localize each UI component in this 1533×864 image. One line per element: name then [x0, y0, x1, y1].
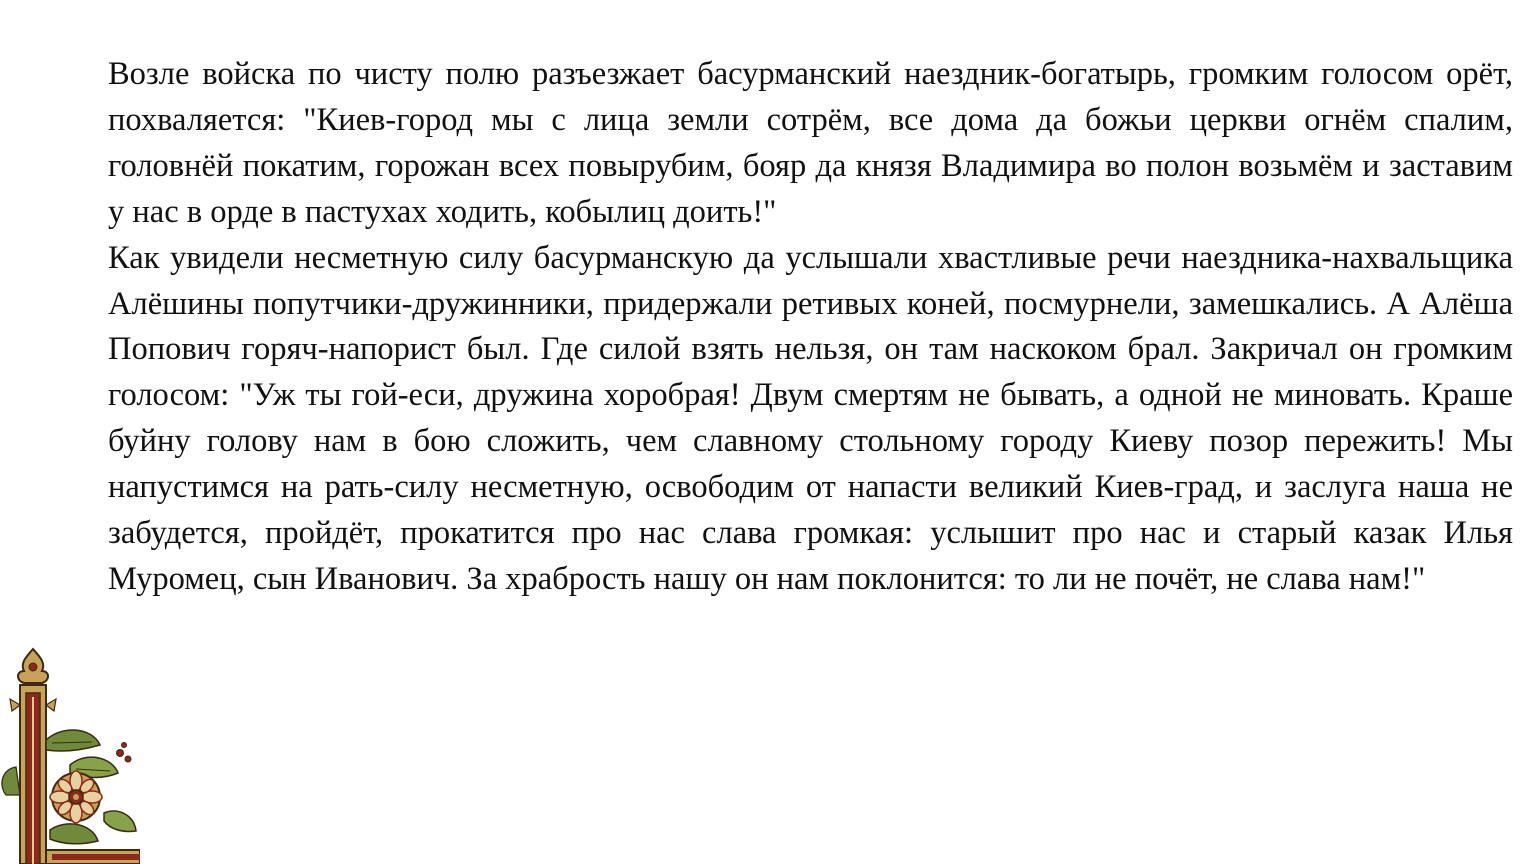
paragraph-2: Как увидели несметную силу басурманскую да услышали хвастливые речи наездника-нахвальщика Алёшины попутчики-дружинники, придержали ретивых коней, посмурнели, замешкались. А Алёша Попович горяч-напорист был. Где силой взять нельзя, он там наскоком брал. Закричал он громким голосом: "Уж ты гой-еси, дружина хоробрая! Двум смертям не бывать, а одной не миновать. Краше буйну голову нам в бою сложить, чем славному стольному городу Киеву позор пережить! Мы напустимся на рать-силу несметную, освободим от напасти великий Киев-град, и заслуга наша не забудется, пройдёт, прокатится про нас слава громкая: услышит про нас и старый казак Илья Муромец, сын Иванович. За храбрость нашу он нам поклонится: то ли не почёт, не слава нам!" [108, 239, 1513, 597]
paragraph-1: Возле войска по чисту полю разъезжает басурманский наездник-богатырь, громким голосом орёт, похваляется: "Киев-город мы с лица земли сотрём, все дома да божьи церкви огнём спалим, головнёй покатим, горожан всех повырубим, бояр да князя Владимира во полон возьмём и заставим у нас в орде в пастухах ходить, кобылиц доить!" [108, 56, 1513, 230]
slide-text [108, 52, 1513, 603]
ornamental-corner-icon [0, 645, 140, 864]
